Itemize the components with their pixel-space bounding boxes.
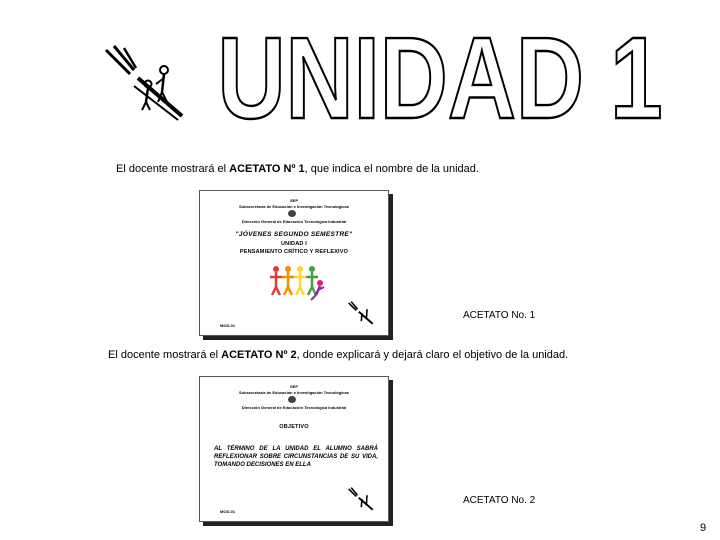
slide-1-unidad-name: PENSAMIENTO CRÍTICO Y REFLEXIVO (239, 249, 349, 255)
instruction-2 (108, 349, 568, 361)
instruction-1-suffix: , que indica el nombre de la unidad. (304, 163, 479, 175)
seal-icon-2 (288, 396, 296, 403)
climber-icon (308, 279, 326, 301)
slide-1-caption: ACETATO No. 1 (463, 310, 536, 321)
seal-icon (288, 210, 296, 217)
instruction-1-prefix: El docente mostrará el (116, 163, 230, 175)
slide-1-unidad: UNIDAD I (280, 241, 308, 247)
slide-2-footer: MOD-01 (220, 509, 236, 514)
slide-1-footer: MOD-01 (220, 323, 236, 328)
climbing-figures-icon (104, 44, 186, 120)
slide-2-org: Subsecretaría de Educación e Investigación Tecnológicas (239, 390, 349, 395)
slide-1-direccion: Dirección General de Educación Tecnológica Industrial (241, 219, 347, 224)
slide-2-objective: AL TÉRMINO DE LA UNIDAD EL ALUMNO SABRÁ REFLEXIONAR SOBRE CIRCUNSTANCIAS DE SU VIDA, TOMANDO DECISIONES EN ELLA (214, 446, 378, 468)
slide-2-direccion: Dirección General de Educación Tecnológica Industrial (241, 405, 347, 410)
slide-2-logo-icon (348, 487, 374, 511)
slide-1-org: Subsecretaría de Educación e Investigación Tecnológicas (239, 204, 349, 209)
slide-2 (199, 376, 389, 522)
instruction-1-bold: ACETATO Nº 1 (229, 163, 305, 175)
instruction-2-prefix: El docente mostrará el (108, 349, 222, 361)
slide-2-caption: ACETATO No. 2 (463, 495, 536, 506)
slide-1 (199, 190, 389, 336)
unit-title-text: UNIDAD 1 (217, 13, 663, 143)
instruction-1 (116, 163, 479, 175)
slide-1-program: "JÓVENES SEGUNDO SEMESTRE" (235, 231, 353, 238)
sep-logo-2: SEP (289, 384, 298, 389)
sep-logo: SEP (289, 198, 298, 203)
slide-2-heading: OBJETIVO (279, 424, 309, 430)
slide-1-logo-icon (348, 301, 374, 325)
instruction-2-suffix: , donde explicará y dejará claro el objetivo de la unidad. (296, 349, 569, 361)
instruction-2-bold: ACETATO Nº 2 (221, 349, 297, 361)
page-number: 9 (700, 522, 707, 534)
unit-title (210, 13, 670, 143)
